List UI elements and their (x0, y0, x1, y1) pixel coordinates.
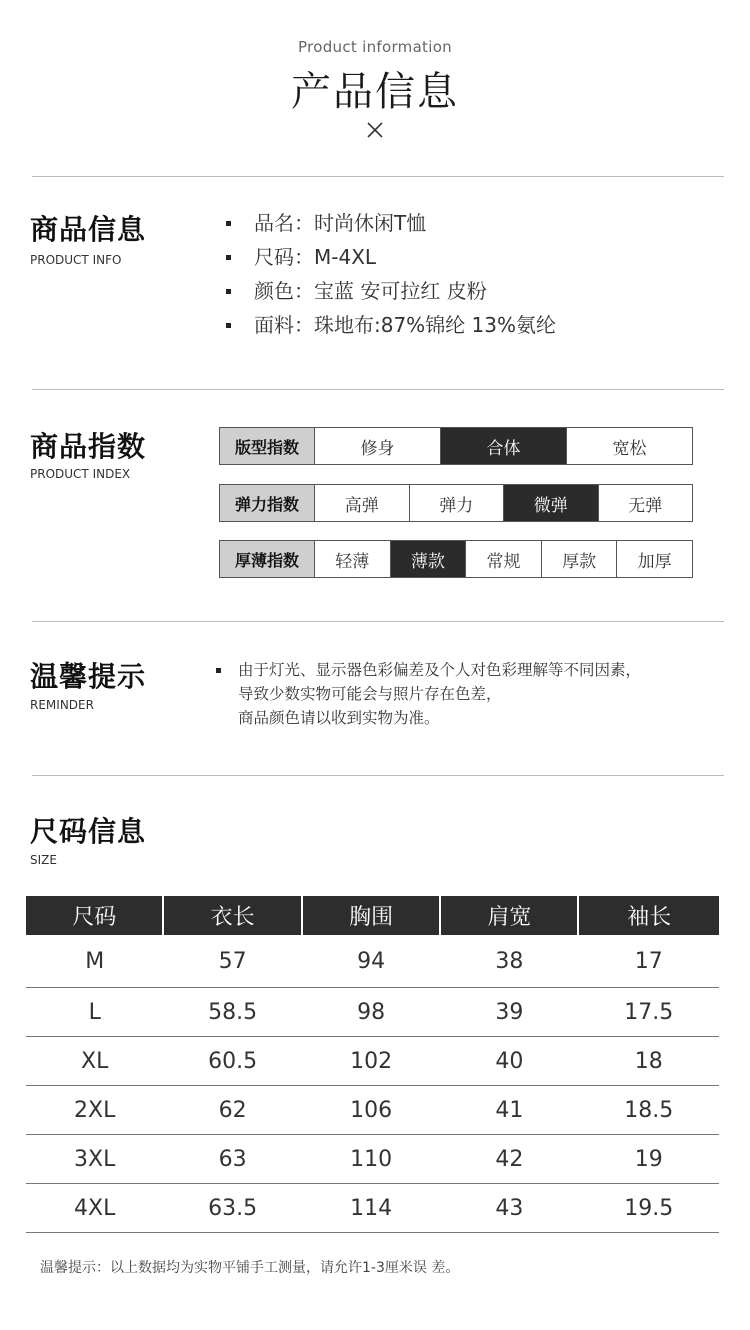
index-option: 高弹 (315, 485, 410, 521)
index-option: 无弹 (628, 495, 663, 516)
elasticity-index-row (219, 484, 693, 522)
index-option: 常规 (466, 541, 542, 577)
table-cell: 58.5 (163, 988, 302, 1037)
table-cell: 38 (440, 935, 578, 988)
table-cell: 94 (302, 935, 440, 988)
index-option: 弹力 (410, 485, 505, 521)
table-row (26, 1184, 719, 1233)
index-label: 厚薄指数 (220, 541, 315, 577)
index-option: 宽松 (612, 438, 647, 459)
index-option-selected: 微弹 (504, 485, 599, 521)
table-cell: 106 (302, 1086, 440, 1135)
index-option: 厚款 (542, 541, 618, 577)
index-label: 弹力指数 (220, 485, 315, 521)
table-cell: 17 (578, 935, 719, 988)
table-cell: 60.5 (163, 1037, 302, 1086)
index-option: 加厚 (637, 551, 672, 572)
index-option-selected: 薄款 (391, 541, 467, 577)
table-cell: 17.5 (578, 988, 719, 1037)
table-cell: 19.5 (578, 1184, 719, 1233)
column-header: 胸围 (302, 896, 440, 935)
table-cell: 4XL (26, 1184, 163, 1233)
table-cell: L (26, 988, 163, 1037)
reminder-line: 商品颜色请以收到实物为准。 (238, 709, 440, 727)
divider (32, 176, 724, 177)
table-cell: 102 (302, 1037, 440, 1086)
list-item: 颜色：宝蓝 安可拉红 皮粉 (226, 274, 556, 308)
column-header: 尺码 (26, 896, 163, 935)
table-cell: 114 (302, 1184, 440, 1233)
product-info-subtitle: PRODUCT INFO (30, 253, 122, 267)
divider (32, 389, 724, 390)
table-row (26, 1037, 719, 1086)
table-cell: 18.5 (578, 1086, 719, 1135)
table-row (26, 935, 719, 988)
table-cell: 110 (302, 1135, 440, 1184)
reminder-line: 导致少数实物可能会与照片存在色差， (238, 685, 502, 703)
table-cell: 62 (163, 1086, 302, 1135)
table-cell: 42 (440, 1135, 578, 1184)
column-header: 肩宽 (440, 896, 578, 935)
index-option: 轻薄 (315, 541, 391, 577)
cross-icon (365, 118, 385, 142)
table-cell: 18 (578, 1037, 719, 1086)
table-cell: 3XL (26, 1135, 163, 1184)
header-chinese-title: 产品信息 (291, 69, 459, 115)
table-cell: 2XL (26, 1086, 163, 1135)
product-info-title: 商品信息 (30, 213, 147, 246)
reminder-subtitle: REMINDER (30, 698, 94, 712)
divider (32, 621, 724, 622)
list-item: 尺码：M-4XL (226, 240, 556, 274)
table-row (26, 1086, 719, 1135)
table-cell: 98 (302, 988, 440, 1037)
index-option-selected: 合体 (441, 428, 567, 464)
table-cell: 39 (440, 988, 578, 1037)
product-index-title: 商品指数 (30, 430, 147, 463)
size-footnote: 温馨提示：以上数据均为实物平铺手工测量，请允许1-3厘米误 差。 (40, 1260, 460, 1276)
header-english-title: Product information (298, 38, 452, 56)
table-cell: 63.5 (163, 1184, 302, 1233)
table-header-row (26, 896, 719, 935)
column-header: 衣长 (163, 896, 302, 935)
table-cell: 43 (440, 1184, 578, 1233)
thickness-index-row (219, 540, 693, 578)
index-label: 版型指数 (220, 428, 315, 464)
product-index-subtitle: PRODUCT INDEX (30, 467, 131, 481)
table-cell: XL (26, 1037, 163, 1086)
table-cell: 63 (163, 1135, 302, 1184)
size-subtitle: SIZE (30, 853, 57, 867)
size-title: 尺码信息 (30, 815, 147, 848)
divider (32, 775, 724, 776)
table-cell: 41 (440, 1086, 578, 1135)
table-row (26, 988, 719, 1037)
size-table (26, 896, 719, 1233)
reminder-line: 由于灯光、显示器色彩偏差及个人对色彩理解等不同因素， (238, 661, 642, 679)
list-item: 品名：时尚休闲T恤 (226, 206, 556, 240)
table-cell: 19 (578, 1135, 719, 1184)
fit-index-row (219, 427, 693, 465)
product-info-list (226, 206, 556, 342)
table-cell: M (26, 935, 163, 988)
column-header: 袖长 (578, 896, 719, 935)
bullet (216, 668, 221, 673)
reminder-title: 温馨提示 (30, 660, 147, 693)
table-row (26, 1135, 719, 1184)
table-cell: 57 (163, 935, 302, 988)
reminder-text (216, 658, 641, 730)
index-option: 修身 (315, 428, 441, 464)
table-cell: 40 (440, 1037, 578, 1086)
list-item: 面料：珠地布:87%锦纶 13%氨纶 (226, 308, 556, 342)
